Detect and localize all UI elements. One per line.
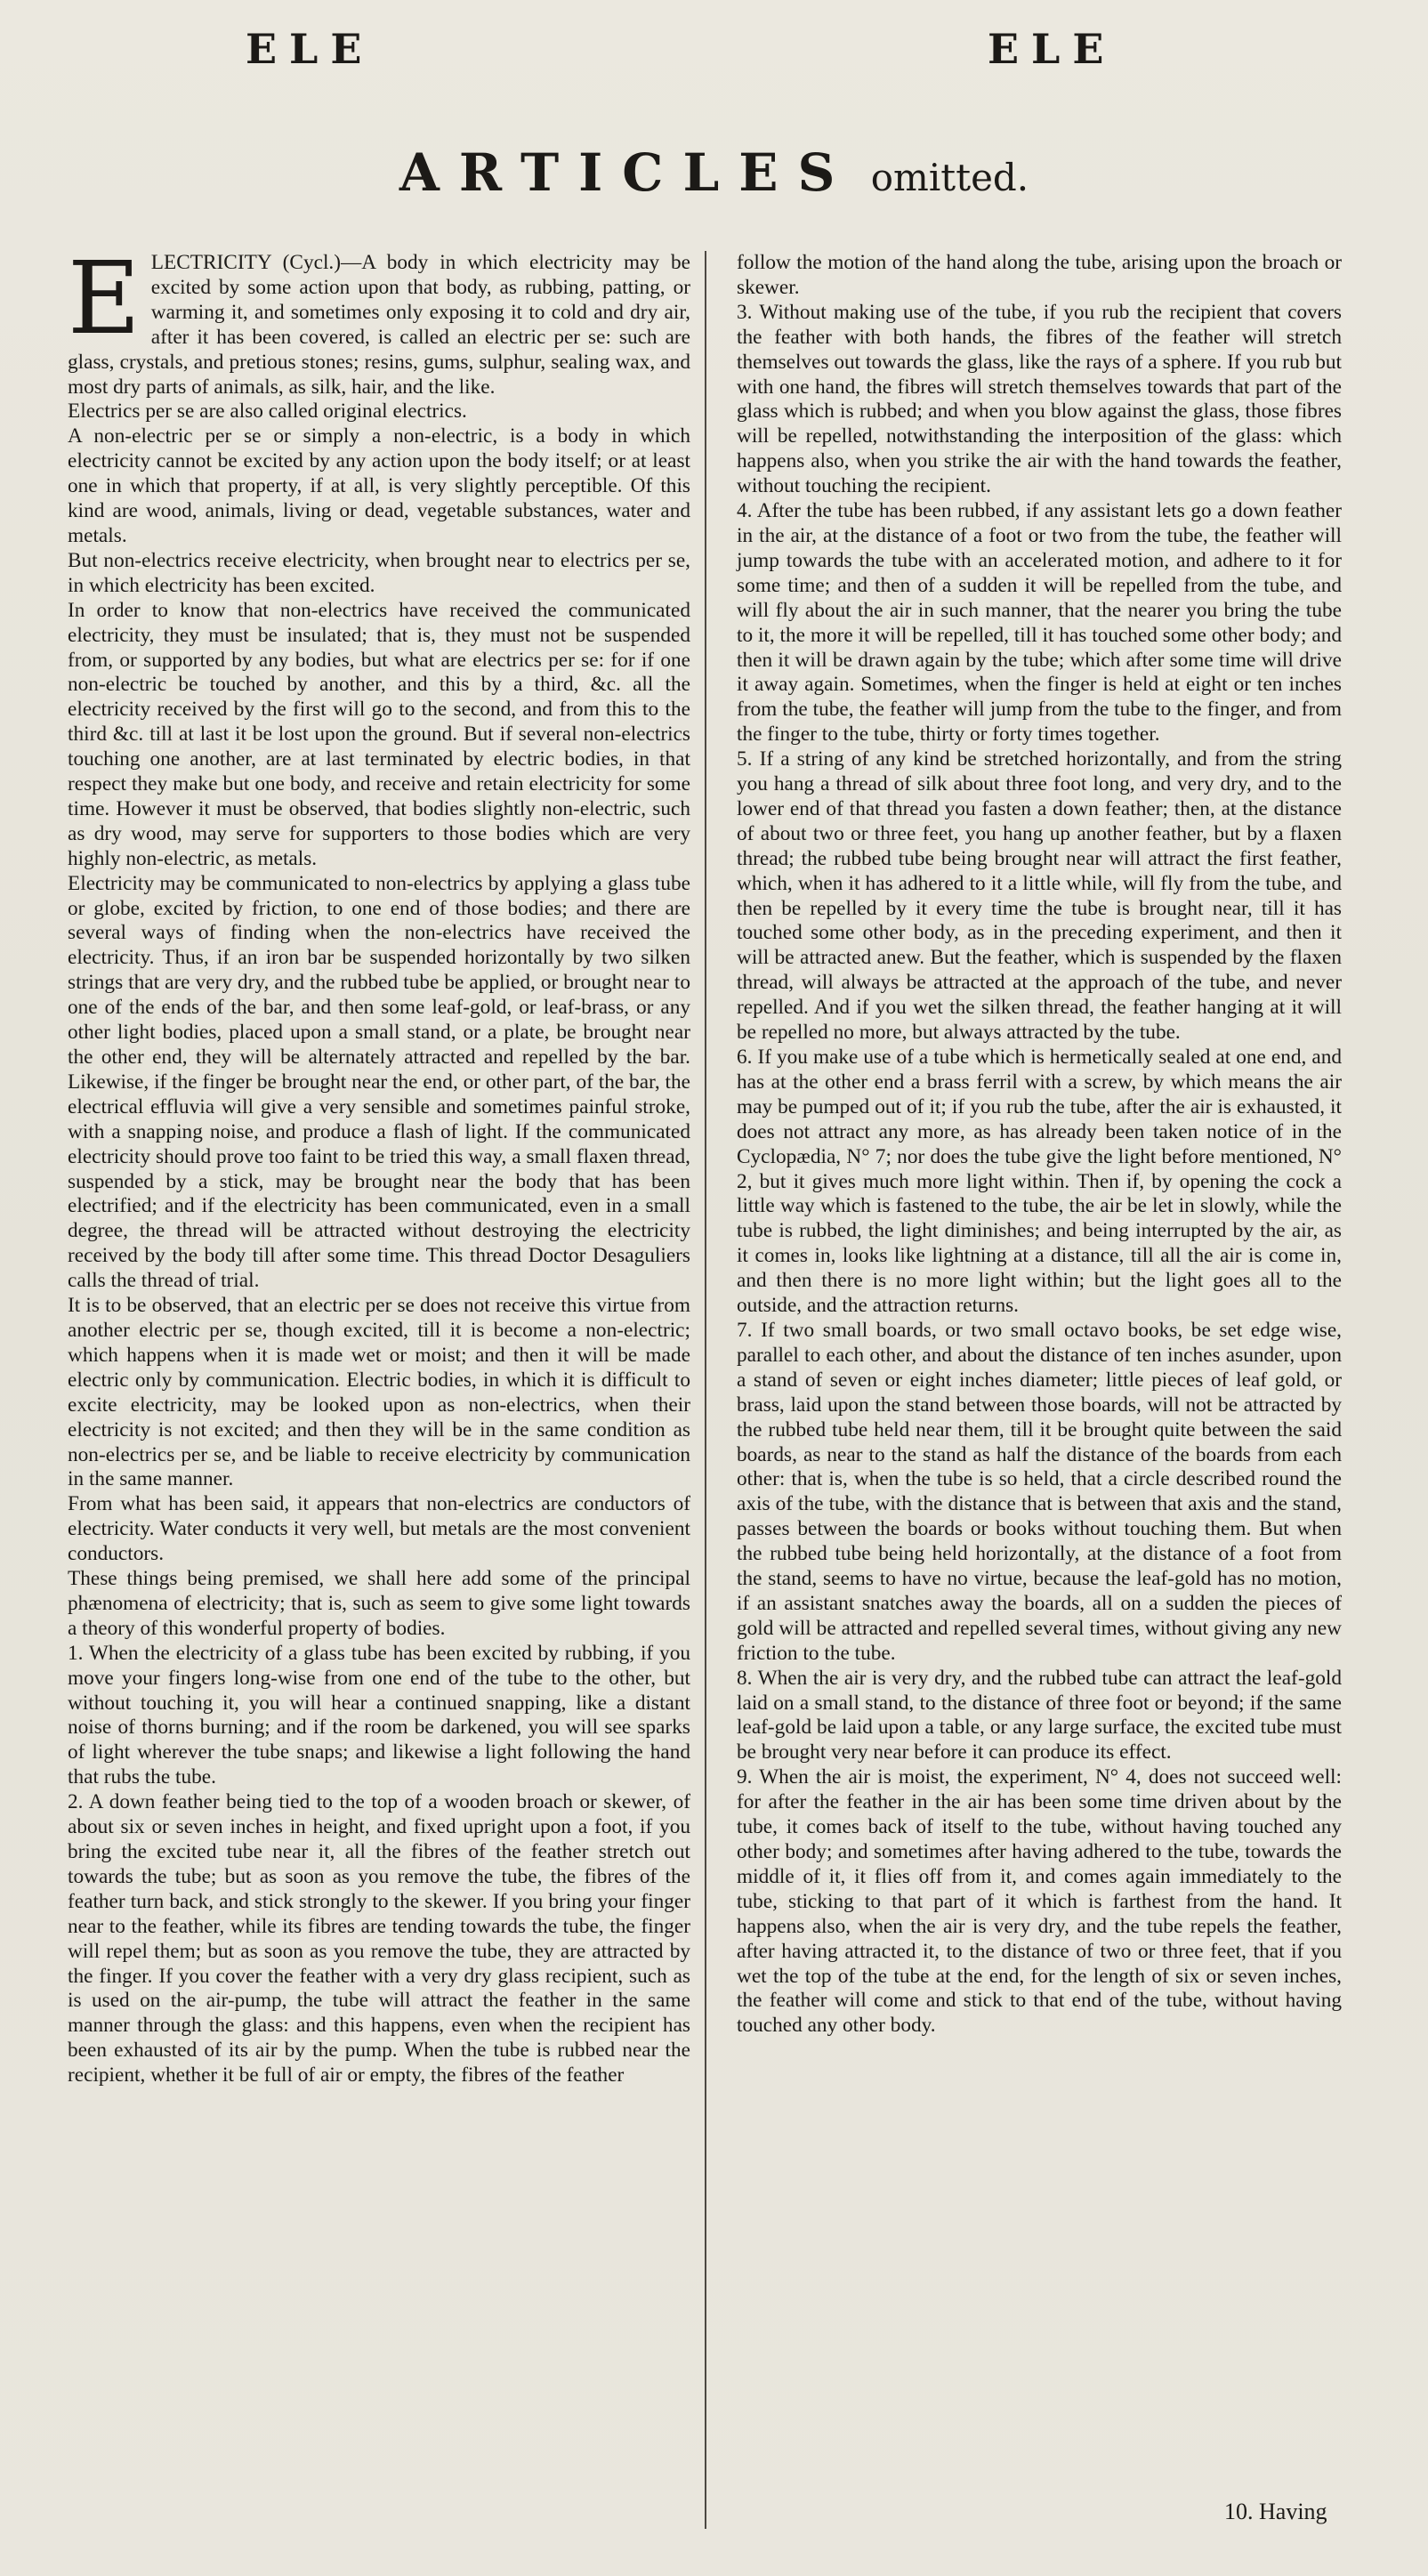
paragraph: 8. When the air is very dry, and the rubbed tube can attract the leaf-gold laid on a small stand, to the distance of three foot or beyond; if the same leaf-gold be laid upon a table, or any large surface, the excited tube must be brought very near before it can produce its effect. bbox=[737, 1666, 1342, 1764]
paragraph: 2. A down feather being tied to the top of a wooden broach or skewer, of about six or seven inches in height, and fixed upright upon a foot, if you bring the excited tube near it, all the fibres of the feather stretch out towards the tube; but as soon as you remove the tube, the fibres of the feather turn back, and stick strongly to the skewer. If you bring your finger near to the feather, while its fibres are tending towards the tube, the finger will repel them; but as soon as you remove the tube, they are attracted by the finger. If you cover the feather with a very dry glass recipient, such as is used on the air-pump, the tube will attract the feather in the same manner through the glass: and this happens, even when the recipient has been exhausted of its air by the pump. When the tube is rubbed near the recipient, whether it be full of air or empty, the fibres of the feather bbox=[68, 1790, 690, 2087]
paragraph: A non-electric per se or simply a non-electric, is a body in which electricity cannot be excited by any action upon the body itself; or at least one in which that property, if at all, is very slightly perceptible. Of this kind are wood, animals, living or dead, vegetable substances, water and metals. bbox=[68, 424, 690, 547]
paragraph: 4. After the tube has been rubbed, if any assistant lets go a down feather in the air, at the distance of a foot or two from the tube, the feather will jump towards the tube with an accelerated motion, and adhere to it for some time; and then of a sudden it will be repelled from the tube, and will fly about the air in such manner, that the nearer you bring the tube to it, the more it will be repelled, till it has touched some other body; and then it will be drawn again by the tube; which after some time will drive it away again. Sometimes, when the finger is held at eight or ten inches from the tube, the feather will jump from the tube to the finger, and from the finger to the tube, thirty or forty times together. bbox=[737, 499, 1342, 747]
paragraph: Electrics per se are also called original electrics. bbox=[68, 400, 467, 424]
paragraph: 6. If you make use of a tube which is hermetically sealed at one end, and has at the other end a brass ferril with a screw, by which means the air may be pumped out of it; if you rub the tube, after the air is exhausted, it does not attract any more, as has already been taken notice of in the Cyclopædia, N° 7; nor does the tube give the light before mentioned, N° 2, but it gives much more light within. Then if, by opening the cock a little way which is fastened to the tube, the air be let in slowly, while the tube is rubbed, the light diminishes; and being interrupted by the air, as it comes in, looks like lightning at a distance, till all the air is come in, and then there is no more light within; but the light goes all to the outside, and the attraction returns. bbox=[737, 1046, 1342, 1318]
running-head-right: ELE bbox=[988, 25, 1117, 73]
column-divider bbox=[705, 251, 706, 2529]
paragraph: 7. If two small boards, or two small octavo books, be set edge wise, parallel to each other, and about the distance of ten inches asunder, upon a stand of seven or eight inches diameter; little pieces of leaf gold, or brass, laid upon the stand between those boards, will not be attracted by the rubbed tube held near them, till it be brought quite between the said boards, as near to the stand as half the distance of the boards from each other: that is, when the tube is so held, that a circle described round the axis of the tube, with the distance that is between that axis and the stand, passes between the boards or books without touching them. But when the rubbed tube being held horizontally, at the distance of a foot from the stand, seems to have no virtue, because the leaf-gold has no motion, if an assistant snatches away the boards, all on a sudden the pieces of gold will be attracted and repelled several times, without giving any new friction to the tube. bbox=[737, 1318, 1342, 1665]
catchword: 10. Having bbox=[1224, 2499, 1327, 2524]
paragraph: LECTRICITY (Cycl.)—A body in which electricity may be excited by some action upon that body, as rubbing, patting, or warming it, and sometimes only exposing it to cold and dry air, after it has been covered, is called an electric per se: such are glass, crystals, and pretious stones; resins, gums, sulphur, sealing wax, and most dry parts of animals, as silk, hair, and the like. bbox=[68, 251, 690, 399]
paragraph: 1. When the electricity of a glass tube has been excited by rubbing, if you move your fingers long-wise from one end of the tube to the other, but without touching it, you will hear a continued snapping, like a distant noise of thorns burning; and if the room be darkened, you will see sparks of light wherever the tube snaps; and likewise a light following the hand that rubs the tube. bbox=[68, 1641, 690, 1789]
title-main: ARTICLES bbox=[399, 142, 855, 203]
title-sub: omitted. bbox=[870, 156, 1029, 199]
paragraph: But non-electrics receive electricity, when brought near to electrics per se, in which electricity has been excited. bbox=[68, 548, 690, 597]
paragraph: 5. If a string of any kind be stretched horizontally, and from the string you hang a thread of silk about three foot long, and very dry, and to the lower end of that thread you fasten a down feather; then, at the distance of about two or three feet, you hang up another feather, but by a flaxen thread; the rubbed tube being brought near will attract the first feather, which, when it has adhered to it a little while, will fly from the tube, and then be repelled by it every time the tube is brought near, till it has touched some other body, as in the preceding experiment, and then it will be attracted anew. But the feather, which is suspended by the flaxen thread, will always be attracted at the approach of the tube, and never repelled. And if you wet the silken thread, the feather hanging at it will be repelled no more, but always attracted by the tube. bbox=[737, 747, 1342, 1045]
paragraph: Electricity may be communicated to non-electrics by applying a glass tube or globe, excited by friction, to one end of those bodies; and there are several ways of finding when the non-electrics have received the electricity. Thus, if an iron bar be suspended horizontally by two silken strings that are very dry, and the rubbed tube be applied, or brought near to one of the ends of the bar, and then some leaf-gold, or leaf-brass, or any other light bodies, placed upon a small stand, or a plate, be brought near the other end, they will be alternately attracted and repelled by the bar. Likewise, if the finger be brought near the end, or other part, of the bar, the electrical effluvia will give a very sensible and sometimes painful stroke, with a snapping noise, and produce a flash of light. If the communicated electricity should prove too faint to be tried this way, a small flaxen thread, suspended by a stick, may be brought near the body that has been electrified; and if the electricity has been communicated, even in a small degree, the thread will be attracted without destroying the electricity received by the body till after some time. This thread Doctor Desaguliers calls the thread of trial. bbox=[68, 871, 690, 1293]
paragraph: 9. When the air is moist, the experiment, N° 4, does not succeed well: for after the feather in the air has been some time driven about by the tube, it comes back of itself to the tube, without having touched any other body; and sometimes after having adhered to the tube, towards the middle of it, it flies off from it, and comes again immediately to the tube, sticking to that part of it which is farthest from the hand. It happens also, when the air is very dry, and the tube repels the feather, after having attracted it, to the distance of two or three feet, that if you wet the top of the tube at the end, for the length of six or seven inches, the feather will come and stick to that end of the tube, without having touched any other body. bbox=[737, 1765, 1342, 2038]
paragraph: 3. Without making use of the tube, if you rub the recipient that covers the feather with both hands, the fibres of the feather will stretch themselves out towards the glass, like the rays of a sphere. If you rub but with one hand, the fibres will stretch themselves towards that part of the glass which is rubbed; and when you blow against the glass, those fibres will be repelled, notwithstanding the interposition of the glass: which happens also, when you strike the air with the hand towards the feather, without touching the recipient. bbox=[737, 300, 1342, 498]
section-title bbox=[0, 142, 1428, 203]
paragraph: These things being premised, we shall here add some of the principal phænomena of electricity; that is, such as seem to give some light towards a theory of this wonderful property of bodies. bbox=[68, 1567, 690, 1640]
paragraph: From what has been said, it appears that non-electrics are conductors of electricity. Water conducts it very well, but metals are the most convenient conductors. bbox=[68, 1492, 690, 1566]
paragraph: follow the motion of the hand along the tube, arising upon the broach or skewer. bbox=[737, 251, 1342, 299]
right-column bbox=[737, 251, 1342, 2039]
running-head-left: ELE bbox=[246, 25, 375, 73]
paragraph: In order to know that non-electrics have received the communicated electricity, they must be insulated; that is, they must not be suspended from, or supported by any bodies, but what are electrics per se: for if one non-electric be touched by another, and this by a third, &c. all the electricity received by the first will go to the second, and from this to the third &c. till at last it be lost upon the ground. But if several non-electrics touching one another, are at last terminated by electric bodies, in that respect they make but one body, and receive and retain electricity for some time. However it must be observed, that bodies slightly non-electric, such as dry wood, may serve for supporters to those bodies which are very highly non-electric, as metals. bbox=[68, 598, 690, 870]
left-column bbox=[68, 241, 690, 2088]
drop-cap: E bbox=[68, 241, 141, 357]
paragraph: It is to be observed, that an electric per se does not receive this virtue from another electric per se, though excited, till it is become a non-electric; which happens when it is made wet or moist; and then it will be made electric only by communication. Electric bodies, in which it is difficult to excite electricity, may be looked upon as non-electrics, when their electricity is not excited; and then they will be in the same condition as non-electrics per se, and be liable to receive electricity by communication in the same manner. bbox=[68, 1294, 690, 1491]
